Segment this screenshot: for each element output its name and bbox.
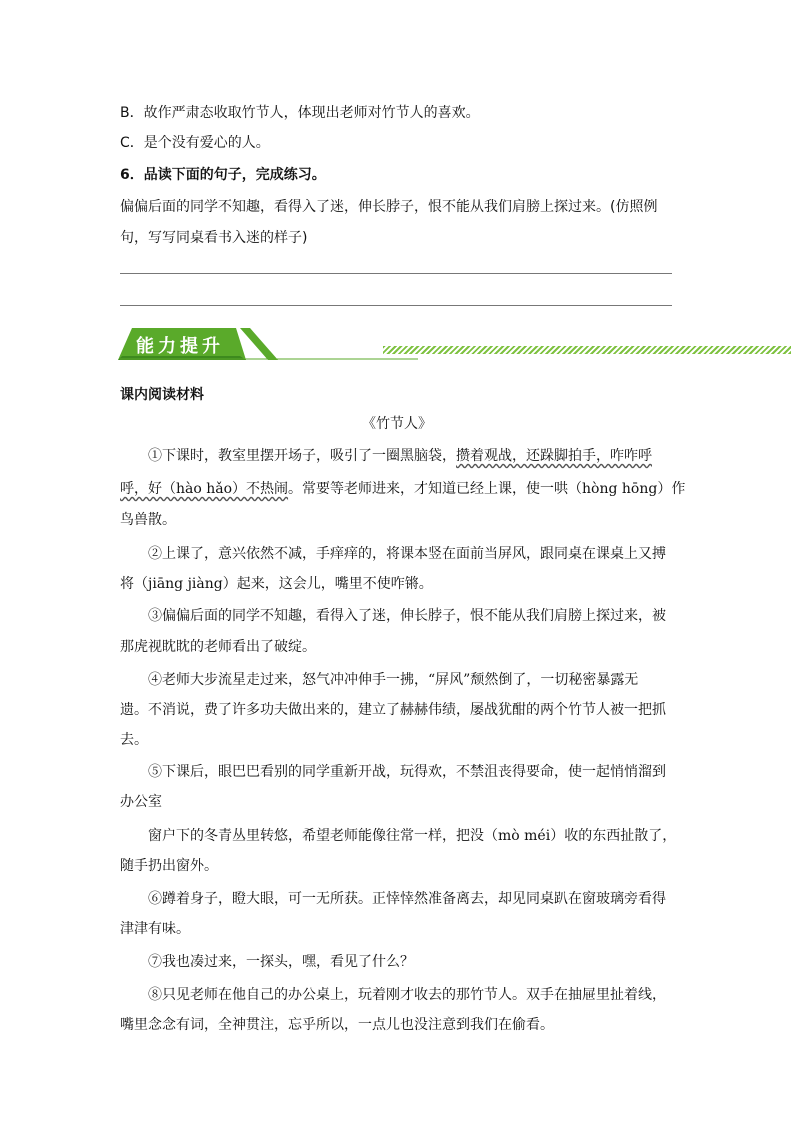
answer-line-1[interactable]	[120, 273, 672, 274]
reading-line: 随手扔出窗外。	[120, 858, 218, 874]
question-6-title: 6．品读下面的句子，完成练习。	[120, 167, 326, 183]
reading-line: 办公室	[120, 794, 162, 810]
reading-text: 。常要等老师进来，才知道已经上课，使一哄（hòng hōng）作	[288, 481, 686, 497]
reading-line: ⑥蹲着身子，瞪大眼，可一无所获。正悻悻然准备离去，却见同桌趴在窗玻璃旁看得	[148, 891, 666, 907]
question-6-prompt-line1: 偏偏后面的同学不知趣，看得入了迷，伸长脖子，恨不能从我们肩膀上探过来。(仿照例	[120, 199, 658, 215]
option-b: B．故作严肃态收取竹节人，体现出老师对竹节人的喜欢。	[120, 105, 480, 121]
reading-line	[120, 479, 686, 499]
reading-line: 鸟兽散。	[120, 512, 176, 528]
section-label: 课内阅读材料	[120, 387, 204, 403]
reading-line: ⑦我也凑过来，一探头，嘿，看见了什么？	[148, 954, 414, 970]
reading-text-underlined: 攒着观战，还跺脚拍手，咋咋呼	[456, 448, 652, 464]
reading-title: 《竹节人》	[362, 416, 432, 432]
reading-line: 那虎视眈眈的老师看出了破绽。	[120, 639, 316, 655]
reading-text-underlined: 呼，好（hào hǎo）不热闹	[120, 481, 289, 497]
reading-line: 去。	[120, 732, 148, 748]
reading-line: ③偏偏后面的同学不知趣，看得入了迷，伸长脖子，恨不能从我们肩膀上探过来，被	[148, 608, 666, 624]
answer-line-2[interactable]	[120, 305, 672, 306]
question-6-prompt-line2: 句，写写同桌看书入迷的样子)	[120, 230, 308, 246]
reading-line: ⑤下课后，眼巴巴看别的同学重新开战，玩得欢，不禁沮丧得要命，使一起悄悄溜到	[148, 764, 666, 780]
reading-text: ①下课时，教室里摆开场子，吸引了一圈黑脑袋，	[148, 448, 456, 464]
reading-line: 嘴里念念有词，全神贯注，忘乎所以，一点儿也没注意到我们在偷看。	[120, 1017, 554, 1033]
reading-line: 遗。不消说，费了许多功夫做出来的，建立了赫赫伟绩，屡战犹酣的两个竹节人被一把抓	[120, 702, 666, 718]
reading-line: ④老师大步流星走过来，怒气冲冲伸手一拂，“屏风”颓然倒了，一切秘密暴露无	[148, 672, 639, 688]
reading-line: 窗户下的冬青丛里转悠，希望老师能像往常一样，把没（mò méi）收的东西扯散了，	[148, 828, 677, 844]
reading-line: ⑧只见老师在他自己的办公桌上，玩着刚才收去的那竹节人。双手在抽屉里扯着线，	[148, 987, 666, 1003]
option-c: C．是个没有爱心的人。	[120, 135, 270, 151]
reading-line: 将（jiāng jiàng）起来，这会儿，嘴里不使咋锵。	[120, 576, 433, 592]
banner-hatch-decoration	[383, 346, 791, 354]
section-banner	[118, 326, 678, 362]
reading-line: ②上课了，意兴依然不减，手痒痒的，将课本竖在面前当屏风，跟同桌在课桌上又搏	[148, 546, 666, 562]
reading-line: 津津有味。	[120, 921, 190, 937]
reading-line	[120, 446, 680, 466]
banner-title: 能力提升	[136, 336, 224, 357]
